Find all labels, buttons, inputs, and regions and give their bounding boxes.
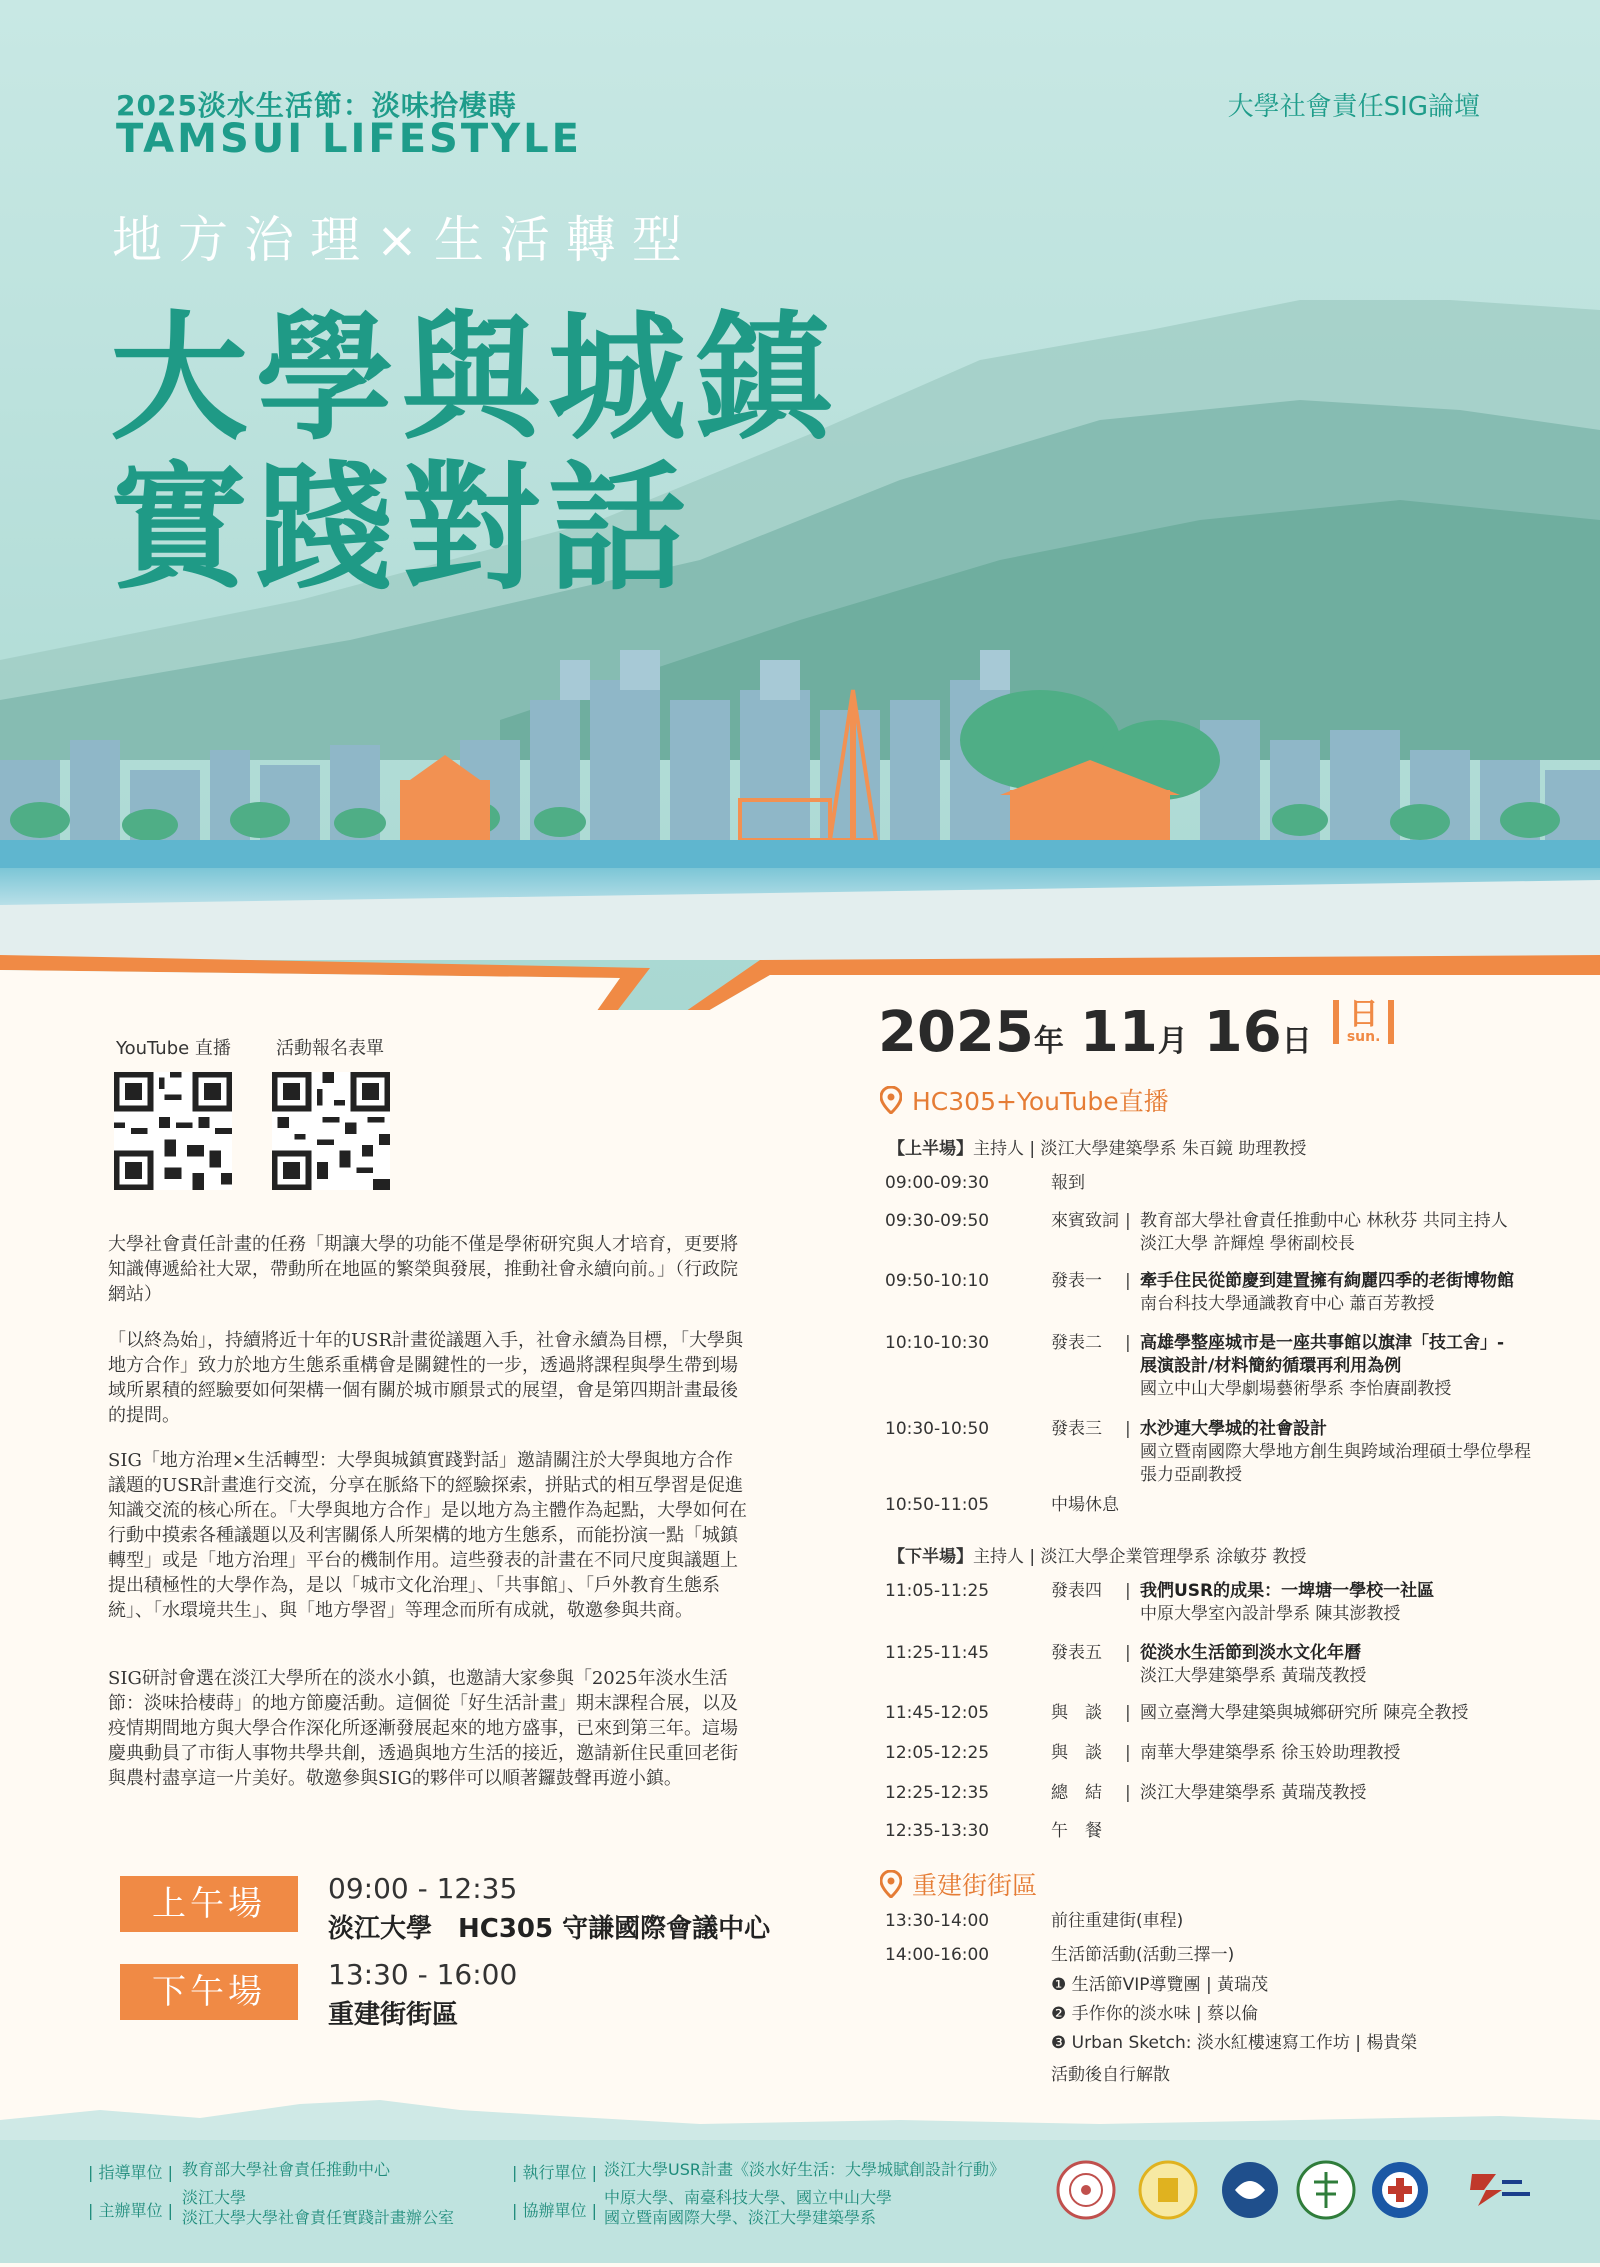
separator: |	[1125, 1333, 1131, 1353]
talk-title: 牽手住民從節慶到建置擁有絢麗四季的老街博物館	[1140, 1271, 1514, 1291]
schedule-row	[885, 1642, 1575, 1690]
speaker-line: 張力亞副教授	[1140, 1465, 1242, 1485]
location-pin-icon	[880, 1870, 902, 1898]
weekday-badge	[1333, 997, 1395, 1045]
second-half-heading	[888, 1542, 1306, 1567]
speaker-line: 南台科技大學通識教育中心 蕭百芳教授	[1140, 1294, 1435, 1314]
schedule-time: 12:35-13:30	[885, 1821, 990, 1841]
talk-title: 高雄學整座城市是一座共事館以旗津「技工舍」-	[1140, 1333, 1505, 1353]
date-day-unit: 日	[1281, 1024, 1312, 1059]
separator: |	[1125, 1643, 1131, 1663]
schedule-kind: 報到	[1051, 1173, 1085, 1193]
schedule-content	[1140, 1332, 1580, 1401]
main-title-line2: 實踐對話	[110, 448, 695, 609]
schedule-kind: 來賓致詞	[1051, 1211, 1119, 1231]
schedule-time: 13:30-14:00	[885, 1911, 990, 1931]
schedule-kind: 中場休息	[1051, 1495, 1119, 1515]
activity-option	[885, 2032, 1575, 2056]
first-half-host: 主持人 | 淡江大學建築學系 朱百鏡 助理教授	[973, 1139, 1307, 1159]
date-year-unit: 年	[1033, 1024, 1064, 1059]
speaker-line: 淡江大學 許輝煌 學術副校長	[1140, 1234, 1355, 1254]
first-half-label: 【上半場】	[888, 1139, 973, 1159]
talk-title-cont: 展演設計/材料簡約循環再利用為例	[1140, 1356, 1402, 1376]
intro-paragraph: 大學社會責任計畫的任務「期讓大學的功能不僅是學術研究與人才培育，更要將知識傳遞給社大眾，帶動所在地區的繁榮與發展，推動社會永續向前。」（行政院網站）	[108, 1234, 738, 1305]
forum-name: 大學社會責任SIG論壇	[1227, 92, 1480, 122]
afternoon-session-time: 13:30 - 16:00	[328, 1958, 518, 1991]
activity-option	[885, 1974, 1575, 1998]
guide-label: | 指導單位 |	[88, 2163, 173, 2182]
morning-session-time: 09:00 - 12:35	[328, 1872, 518, 1905]
intro-paragraph: 「以終為始」，持續將近十年的USR計畫從議題入手，社會永續為目標，「大學與地方合作」致力於地方生態系重構會是關鍵性的一步，透過將課程與學生帶到場域所累積的經驗要如何架構一個有關於城市願景式的展望，會是第四期計畫最後的提問。	[108, 1330, 744, 1426]
schedule-kind: 發表四	[1051, 1581, 1102, 1601]
separator: |	[1125, 1419, 1131, 1439]
schedule-kind: 總 結	[1051, 1783, 1102, 1803]
separator: |	[1125, 1211, 1131, 1231]
weekday-en: sun.	[1346, 1029, 1381, 1045]
speaker-line: 國立暨南國際大學地方創生與跨域治理碩士學位學程	[1140, 1442, 1531, 1462]
second-half-label: 【下半場】	[888, 1547, 973, 1567]
schedule-row	[885, 1210, 1575, 1258]
schedule-content	[1140, 1580, 1580, 1626]
schedule-kind: 發表一	[1051, 1271, 1102, 1291]
schedule-time: 09:00-09:30	[885, 1173, 990, 1193]
exec-text: 淡江大學USR計畫《淡水好生活：大學城賦創設計行動》	[604, 2160, 1005, 2179]
speaker-line: 教育部大學社會責任推動中心 林秋芬 共同主持人	[1140, 1211, 1508, 1231]
schedule-row	[885, 1172, 1575, 1196]
morning-session-place: 淡江大學 HC305 守謙國際會議中心	[328, 1914, 771, 1944]
nsysu-icon	[1296, 2160, 1356, 2220]
co-line: 中原大學、南臺科技大學、國立中山大學	[604, 2188, 893, 2207]
speaker-line: 南華大學建築學系 徐玉姈助理教授	[1140, 1743, 1401, 1763]
youtube-qr-label: YouTube 直播	[116, 1038, 231, 1059]
ncnu-icon	[1370, 2160, 1430, 2220]
qr-code-icon	[114, 1072, 232, 1190]
date-day: 16	[1203, 1000, 1282, 1065]
activity-option-text: ❸ Urban Sketch: 淡水紅樓速寫工作坊 | 楊貴榮	[1051, 2033, 1418, 2053]
co-label: | 協辦單位 |	[512, 2201, 597, 2220]
date-month-unit: 月	[1157, 1024, 1188, 1059]
schedule-row	[885, 1944, 1575, 1968]
morning-session-tag: 上午場	[120, 1876, 298, 1932]
schedule-row	[885, 1910, 1575, 1934]
form-qr-label: 活動報名表單	[276, 1038, 384, 1059]
schedule-time: 10:10-10:30	[885, 1333, 990, 1353]
main-title-line1: 大學與城鎮	[110, 298, 841, 459]
co-line: 國立暨南國際大學、淡江大學建築學系	[604, 2208, 877, 2227]
date-month: 11	[1079, 1000, 1158, 1065]
theme-line: 地方治理×生活轉型	[112, 211, 698, 269]
schedule-time: 12:25-12:35	[885, 1783, 990, 1803]
exec-label: | 執行單位 |	[512, 2163, 597, 2182]
venue-heading	[880, 1082, 1169, 1118]
intro-paragraph: SIG研討會選在淡江大學所在的淡水小鎮，也邀請大家參與「2025年淡水生活節：淡味拾棲蒔」的地方節慶活動。這個從「好生活計畫」期末課程合展，以及疫情期間地方與大學合作深化所逐漸發展起來的地方盛事，已來到第三年。這場慶典動員了市街人事物共學共創，透過與地方生活的接近，邀請新住民重回老街與農村盡享這一片美好。敬邀參與SIG的夥伴可以順著鑼鼓聲再遊小鎮。	[108, 1668, 738, 1789]
schedule-row	[885, 1418, 1575, 1490]
venue-name: 重建街街區	[912, 1871, 1038, 1900]
schedule-kind: 發表二	[1051, 1333, 1102, 1353]
schedule-row	[885, 1580, 1575, 1628]
afternoon-session-place: 重建街街區	[328, 2000, 459, 2030]
schedule-row	[885, 1782, 1575, 1806]
speaker-line: 中原大學室內設計學系 陳其澎教授	[1140, 1604, 1401, 1624]
schedule-kind: 發表五	[1051, 1643, 1102, 1663]
schedule-content	[1140, 1642, 1580, 1688]
schedule-row	[885, 1270, 1575, 1318]
schedule-row	[885, 1494, 1575, 1518]
date-year: 2025	[878, 1000, 1034, 1065]
schedule-row	[885, 1332, 1575, 1404]
schedule-time: 12:05-12:25	[885, 1743, 990, 1763]
schedule-kind: 發表三	[1051, 1419, 1102, 1439]
schedule-time: 10:50-11:05	[885, 1495, 990, 1515]
dismiss-text: 活動後自行解散	[1051, 2065, 1170, 2085]
lifestyle-festival-icon	[1138, 2160, 1198, 2220]
schedule-time: 11:45-12:05	[885, 1703, 990, 1723]
event-date	[878, 997, 1394, 1070]
tku-seal-icon	[1056, 2160, 1116, 2220]
event-title: 2025淡水生活節：淡味拾棲蒔	[116, 89, 517, 122]
schedule-row	[885, 1820, 1575, 1844]
afternoon-session-tag: 下午場	[120, 1964, 298, 2020]
schedule-content	[1140, 1418, 1580, 1487]
guide-text: 教育部大學社會責任推動中心	[182, 2160, 391, 2179]
separator: |	[1125, 1703, 1131, 1723]
venue-heading	[880, 1866, 1037, 1902]
first-half-heading	[888, 1134, 1306, 1159]
schedule-row	[885, 1742, 1575, 1766]
schedule-row	[885, 1702, 1575, 1726]
schedule-time: 10:30-10:50	[885, 1419, 990, 1439]
host-label: | 主辦單位 |	[88, 2201, 173, 2220]
speaker-line: 淡江大學建築學系 黃瑞茂教授	[1140, 1783, 1367, 1803]
host-line: 淡江大學	[182, 2188, 247, 2207]
host-text	[182, 2188, 454, 2228]
separator: |	[1125, 1271, 1131, 1291]
venue-name: HC305+YouTube直播	[912, 1087, 1169, 1116]
intro-paragraph: SIG「地方治理×生活轉型：大學與城鎮實踐對話」邀請關注於大學與地方合作議題的USR計畫進行交流，分享在脈絡下的經驗探索，拼貼式的相互學習是促進知識交流的核心所在。「大學與地方合作」是以地方為主體作為起點，大學如何在行動中摸索各種議題以及利害關係人所架構的地方生態系，而能扮演一點「城鎮轉型」或是「地方治理」平台的機制作用。這些發表的計畫在不同尺度與議題上提出積極性的大學作為，是以「城市文化治理」、「共事館」、「戶外教育生態系統」、「水環境共生」、與「地方學習」等理念而所有成就，敬邀參與共商。	[108, 1450, 747, 1621]
youtube-qr-code[interactable]	[114, 1072, 232, 1190]
schedule-content	[1140, 1210, 1580, 1256]
speaker-line: 國立臺灣大學建築與城鄉研究所 陳亮全教授	[1140, 1703, 1469, 1723]
schedule-activity: 前往重建街(車程)	[1051, 1911, 1184, 1931]
registration-qr-code[interactable]	[272, 1072, 390, 1190]
second-half-host: 主持人 | 淡江大學企業管理學系 涂敏芬 教授	[973, 1547, 1307, 1567]
cycu-icon	[1220, 2160, 1280, 2220]
talk-title: 水沙連大學城的社會設計	[1140, 1419, 1327, 1439]
schedule-time: 09:30-09:50	[885, 1211, 990, 1231]
talk-title: 從淡水生活節到淡水文化年曆	[1140, 1643, 1361, 1663]
schedule-kind: 與 談	[1051, 1703, 1102, 1723]
schedule-kind: 與 談	[1051, 1743, 1102, 1763]
speaker-line: 國立中山大學劇場藝術學系 李怡賡副教授	[1140, 1379, 1452, 1399]
separator: |	[1125, 1743, 1131, 1763]
activity-option-text: ❷ 手作你的淡水味 | 蔡以倫	[1051, 2004, 1259, 2024]
schedule-time: 09:50-10:10	[885, 1271, 990, 1291]
location-pin-icon	[880, 1086, 902, 1114]
activity-option-text: ❶ 生活節VIP導覽團 | 黃瑞茂	[1051, 1975, 1269, 1995]
activity-option	[885, 2003, 1575, 2027]
stust-icon	[1452, 2160, 1542, 2220]
co-text	[604, 2188, 892, 2228]
separator: |	[1125, 1581, 1131, 1601]
event-subtitle: TAMSUI LIFESTYLE	[116, 116, 582, 162]
schedule-time: 11:25-11:45	[885, 1643, 990, 1663]
weekday-zh: 日	[1348, 997, 1379, 1032]
host-line: 淡江大學大學社會責任實踐計畫辦公室	[182, 2208, 455, 2227]
schedule-time: 14:00-16:00	[885, 1945, 990, 1965]
schedule-activity: 生活節活動(活動三擇一)	[1051, 1945, 1235, 1965]
talk-title: 我們USR的成果：一埤塘一學校一社區	[1140, 1581, 1435, 1601]
qr-code-icon	[272, 1072, 390, 1190]
separator: |	[1125, 1783, 1131, 1803]
speaker-line: 淡江大學建築學系 黃瑞茂教授	[1140, 1666, 1367, 1686]
schedule-kind: 午 餐	[1051, 1821, 1102, 1841]
schedule-content	[1140, 1270, 1580, 1316]
schedule-time: 11:05-11:25	[885, 1581, 990, 1601]
